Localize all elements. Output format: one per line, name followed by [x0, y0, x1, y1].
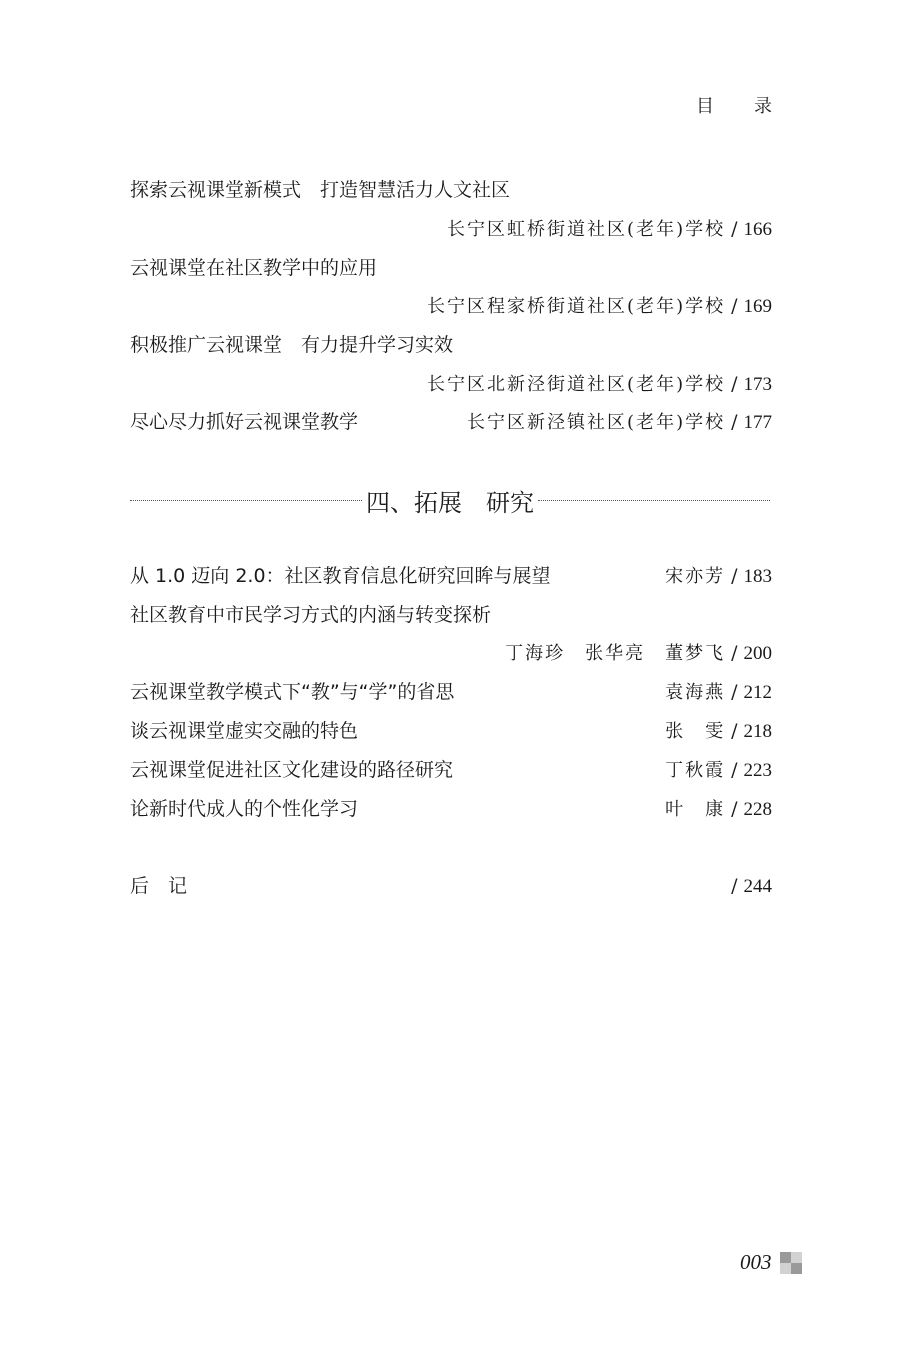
toc-entry[interactable] [130, 757, 772, 784]
slash-separator: / [731, 681, 738, 703]
page-number: 003 [740, 1250, 772, 1274]
slash-separator: / [731, 798, 738, 820]
toc-entry[interactable] [130, 563, 772, 590]
slash-separator: / [731, 875, 738, 897]
toc-entry-author-line [130, 640, 772, 667]
toc-entry-page: 177 [743, 412, 772, 433]
toc-entry-author-line [130, 216, 772, 243]
toc-entry-author: 长宁区北新泾街道社区(老年)学校 [427, 374, 726, 395]
toc-entry-author-line [130, 293, 772, 320]
toc-entry-author: 丁秋霞 [665, 760, 726, 781]
toc-entry-author: 丁海珍 张华亮 董梦飞 [505, 643, 726, 664]
dotted-leader-left [130, 500, 362, 501]
toc-entry-author: 长宁区虹桥街道社区(老年)学校 [447, 219, 726, 240]
toc-entry-page: 169 [743, 296, 772, 317]
toc-entry-page: 223 [743, 760, 772, 781]
toc-entry-title[interactable]: 云视课堂在社区教学中的应用 [130, 257, 378, 279]
toc-entry-title: 云视课堂促进社区文化建设的路径研究 [130, 759, 454, 781]
toc-entry[interactable] [130, 409, 772, 436]
slash-separator: / [731, 218, 738, 240]
dotted-leader-right [538, 500, 770, 501]
toc-entry-author: 袁海燕 [665, 682, 726, 703]
toc-entry-author: 长宁区新泾镇社区(老年)学校 [467, 412, 726, 433]
slash-separator: / [731, 642, 738, 664]
toc-entry-title[interactable]: 探索云视课堂新模式 打造智慧活力人文社区 [130, 179, 511, 201]
toc-entry-page: 166 [743, 219, 772, 240]
corner-mark-icon [780, 1252, 802, 1274]
toc-entry-page: 244 [743, 876, 772, 897]
toc-entry-title: 谈云视课堂虚实交融的特色 [130, 720, 359, 742]
section-title: 四、拓展 研究 [366, 488, 534, 517]
toc-entry-title: 后 记 [130, 875, 188, 897]
toc-entry-page: 218 [743, 721, 772, 742]
toc-entry-author: 长宁区程家桥街道社区(老年)学校 [427, 296, 726, 317]
toc-entry-title: 论新时代成人的个性化学习 [130, 798, 359, 820]
slash-separator: / [731, 411, 738, 433]
toc-entry-page: 228 [743, 799, 772, 820]
toc-entry-page: 183 [743, 566, 772, 587]
toc-entry-page: 200 [743, 643, 772, 664]
slash-separator: / [731, 759, 738, 781]
toc-entry-title: 尽心尽力抓好云视课堂教学 [130, 411, 359, 433]
slash-separator: / [731, 720, 738, 742]
toc-entry[interactable] [130, 679, 772, 706]
toc-entry-title: 云视课堂教学模式下“教”与“学”的省思 [130, 681, 455, 703]
toc-entry[interactable] [130, 718, 772, 745]
toc-entry-author: 叶 康 [665, 799, 726, 820]
toc-entry[interactable] [130, 796, 772, 823]
header-char-2: 录 [754, 96, 772, 117]
toc-entry-page: 212 [743, 682, 772, 703]
toc-entry-title: 从 1.0 迈向 2.0：社区教育信息化研究回眸与展望 [130, 565, 551, 587]
toc-entry-author: 宋亦芳 [665, 566, 726, 587]
toc-entry-author: 张 雯 [665, 721, 726, 742]
toc-entry-title[interactable]: 社区教育中市民学习方式的内涵与转变探析 [130, 604, 492, 626]
slash-separator: / [731, 565, 738, 587]
toc-entry-author-line [130, 371, 772, 398]
header-char-1: 目 [696, 96, 714, 117]
toc-entry-title[interactable]: 积极推广云视课堂 有力提升学习实效 [130, 334, 454, 356]
toc-entry-page: 173 [743, 374, 772, 395]
toc-entry-postscript[interactable] [130, 873, 772, 900]
slash-separator: / [731, 373, 738, 395]
section-heading [130, 480, 770, 520]
slash-separator: / [731, 295, 738, 317]
running-header [696, 92, 772, 118]
